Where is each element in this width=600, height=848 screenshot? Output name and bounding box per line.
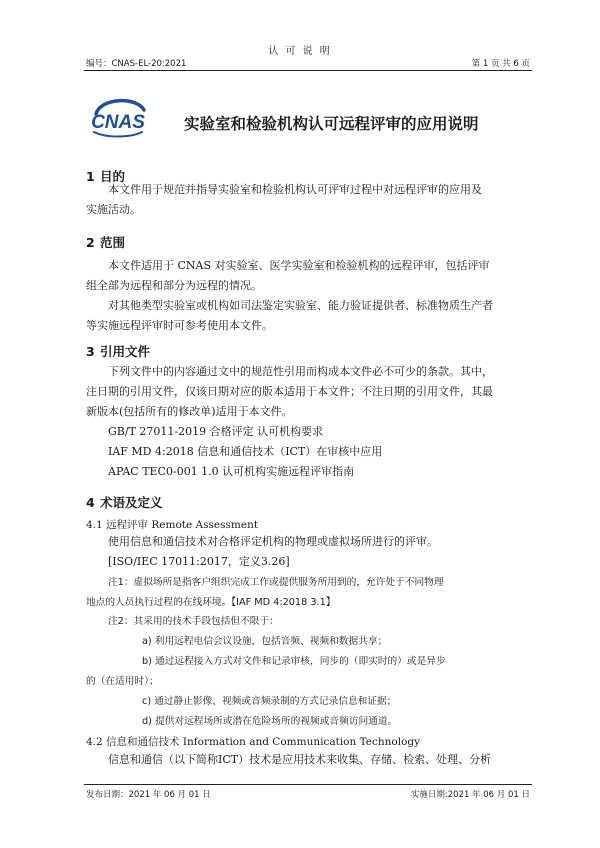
subsection-4-2-body: 信息和通信（以下简称ICT）技术是应用技术来收集、存储、检索、处理、分析 [108,753,492,766]
section-3-heading: 3 引用文件 [86,344,151,359]
subsection-4-1-label: 4.1 远程评审 Remote Assessment [86,519,259,531]
page-title: 实验室和检验机构认可远程评审的应用说明 [184,115,479,133]
section-3-body: 下列文件中的内容通过文中的规范性引用而构成本文件必不可少的条款。其中， 注日期的引用文件，仅该日期对应的版本适用于本文件；不注日期的引用文件，其最 新版本(包括所有的修改单)适用于本文件。 GB/T 27011-2019 合格评定 认可机构要求 IAF MD 4:2018 信息和通信技术（ICT）在审核中应用 APAC TEC0-001 1.0 认可机构实施远程评审指南 [86,362,530,482]
list-item: b) 通过远程接入方式对文件和记录审核，同步的（即实时的）或是异步 [142,656,446,667]
header-rule [84,70,532,71]
reference-iaf: IAF MD 4:2018 信息和通信技术（ICT）在审核中应用 [108,445,383,458]
section-2-body: 本文件适用于 CNAS 对实验室、医学实验室和检验机构的远程评审，包括评审 组全部为远程和部分为远程的情况。 对其他类型实验室或机构如司法鉴定实验室、能力验证提供者、标准物质生产者 等实施远程评审时可参考使用本文件。 [86,259,493,332]
section-1-heading: 1 目的 [86,169,126,184]
issue-date: 发布日期：2021 年 06 月 01 日 [86,790,211,800]
subsection-4-2-label: 4.2 信息和通信技术 Information and Communication Technology [86,736,421,748]
reference-gbt: GB/T 27011-2019 合格评定 认可机构要求 [108,425,324,438]
note-2-items [86,632,530,732]
list-item: 的（在适用时）； [86,676,159,687]
note-2: 注2：其采用的技术手段包括但不限于： [108,616,279,627]
section-4-heading: 4 术语及定义 [86,495,163,510]
section-2-heading: 2 范围 [86,235,126,250]
document-code: 编号：CNAS-EL-20:2021 [86,59,187,69]
subsection-4-1-body: 使用信息和通信技术对合格评定机构的物理或虚拟场所进行的评审。 [ISO/IEC 17011:2017，定义3.26] [108,535,438,568]
cnas-logo [86,94,150,140]
document-type: 认 可 说 明 [268,46,332,57]
page-number: 第 1 页 共 6 页 [471,59,530,69]
list-item: d) 提供对远程场所或潜在危险场所的视频或音频访问通道。 [142,716,398,727]
list-item: a) 利用远程电信会议设施，包括音频、视频和数据共享； [142,636,388,647]
list-item: c) 通过静止影像、视频或音频录制的方式记录信息和证据； [142,696,397,707]
note-1: 注1：虚拟场所是指客户组织完成工作或提供服务所用到的，允许处于不同物理 地点的人员执行过程的在线环境。【IAF MD 4:2018 3.1】 [86,577,444,608]
section-1-body: 本文件用于规范并指导实验室和检验机构认可评审过程中对远程评审的应用及 实施活动。 [86,183,482,216]
svg-text:CNAS: CNAS [91,112,145,133]
footer-rule [84,784,532,785]
reference-apac: APAC TEC0-001 1.0 认可机构实施远程评审指南 [108,465,355,478]
effective-date: 实施日期:2021 年 06 月 01 日 [410,790,530,800]
